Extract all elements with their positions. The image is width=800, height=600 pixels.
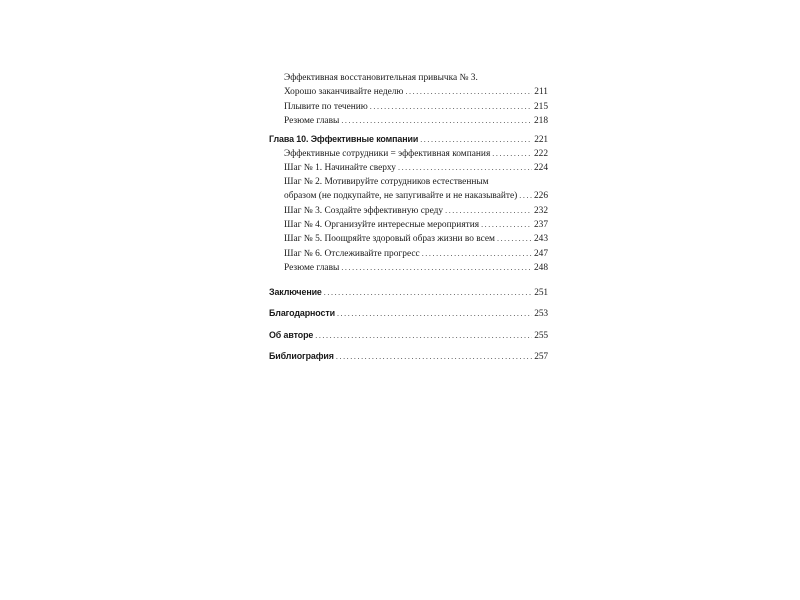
toc-entry-title: Плывите по течению <box>284 101 368 112</box>
toc-backmatter-title: Об авторе <box>269 329 314 340</box>
toc-entry <box>269 247 548 261</box>
toc-backmatter-entry <box>269 286 548 300</box>
dot-leader <box>370 100 532 113</box>
dot-leader <box>420 133 532 146</box>
toc-chapter-title: Глава 10. Эффективные компании <box>269 133 419 144</box>
toc-chapter-page: 221 <box>534 134 548 145</box>
dot-leader <box>492 147 532 160</box>
toc-entry-title: Резюме главы <box>284 263 340 274</box>
toc-entry-page: 248 <box>533 263 548 274</box>
table-of-contents <box>269 72 548 364</box>
toc-backmatter-page: 253 <box>534 309 548 320</box>
toc-entry-title: Хорошо заканчивайте неделю <box>284 87 404 98</box>
toc-backmatter-title: Библиография <box>269 350 334 361</box>
toc-backmatter-entry <box>269 350 548 364</box>
toc-entry-page: 218 <box>533 116 548 127</box>
toc-entry-page: 247 <box>533 248 548 259</box>
toc-entry <box>269 204 548 218</box>
toc-entry <box>269 232 548 246</box>
dot-leader <box>398 161 532 174</box>
toc-entry-page: 237 <box>533 220 548 231</box>
toc-backmatter-title: Благодарности <box>269 308 335 319</box>
toc-entry-page: 222 <box>533 149 548 160</box>
dot-leader <box>341 114 532 127</box>
toc-entry-page: 243 <box>533 234 548 245</box>
toc-entry-title: образом (не подкупайте, не запугивайте и не наказывайте) <box>284 191 518 202</box>
toc-entry-title: Шаг № 5. Поощряйте здоровый образ жизни во всем <box>284 234 495 245</box>
toc-entry <box>269 218 548 232</box>
dot-leader <box>445 204 532 217</box>
toc-entry-page: 215 <box>533 101 548 112</box>
toc-backmatter-page: 257 <box>534 351 548 362</box>
toc-entry <box>269 147 548 161</box>
toc-entry <box>269 100 548 114</box>
toc-entry-title: Шаг № 1. Начинайте сверху <box>284 163 396 174</box>
dot-leader <box>422 247 532 260</box>
toc-entry-title: Шаг № 3. Создайте эффективную среду <box>284 205 444 216</box>
toc-backmatter-title: Заключение <box>269 286 322 297</box>
toc-backmatter-entry <box>269 329 548 343</box>
dot-leader <box>405 85 532 98</box>
toc-entry <box>269 161 548 175</box>
toc-entry-page: 226 <box>533 191 548 202</box>
toc-backmatter-page: 255 <box>534 330 548 341</box>
dot-leader <box>336 350 532 363</box>
dot-leader <box>497 232 532 245</box>
dot-leader <box>519 189 532 202</box>
toc-entry-page: 211 <box>534 87 548 98</box>
dot-leader <box>481 218 532 231</box>
toc-entry <box>269 114 548 128</box>
toc-section-heading: Эффективная восстановительная привычка № 3. <box>284 73 478 83</box>
dot-leader <box>337 307 532 320</box>
toc-entry-title-line1: Шаг № 2. Мотивируйте сотрудников естественным <box>284 176 489 187</box>
toc-entry-title: Шаг № 6. Отслеживайте прогресс <box>284 248 420 259</box>
toc-entry-page: 224 <box>533 163 548 174</box>
dot-leader <box>341 261 532 274</box>
toc-entry-title: Шаг № 4. Организуйте интересные мероприятия <box>284 220 480 231</box>
toc-entry-title: Резюме главы <box>284 116 340 127</box>
dot-leader <box>324 286 532 299</box>
toc-entry <box>269 85 548 99</box>
toc-backmatter-entry <box>269 307 548 321</box>
toc-entry <box>269 261 548 275</box>
toc-entry-title: Эффективные сотрудники = эффективная компания <box>284 149 491 160</box>
toc-entry <box>269 189 548 203</box>
toc-entry-page: 232 <box>533 205 548 216</box>
toc-chapter-entry <box>269 133 548 147</box>
toc-backmatter-page: 251 <box>534 287 548 298</box>
dot-leader <box>315 329 532 342</box>
